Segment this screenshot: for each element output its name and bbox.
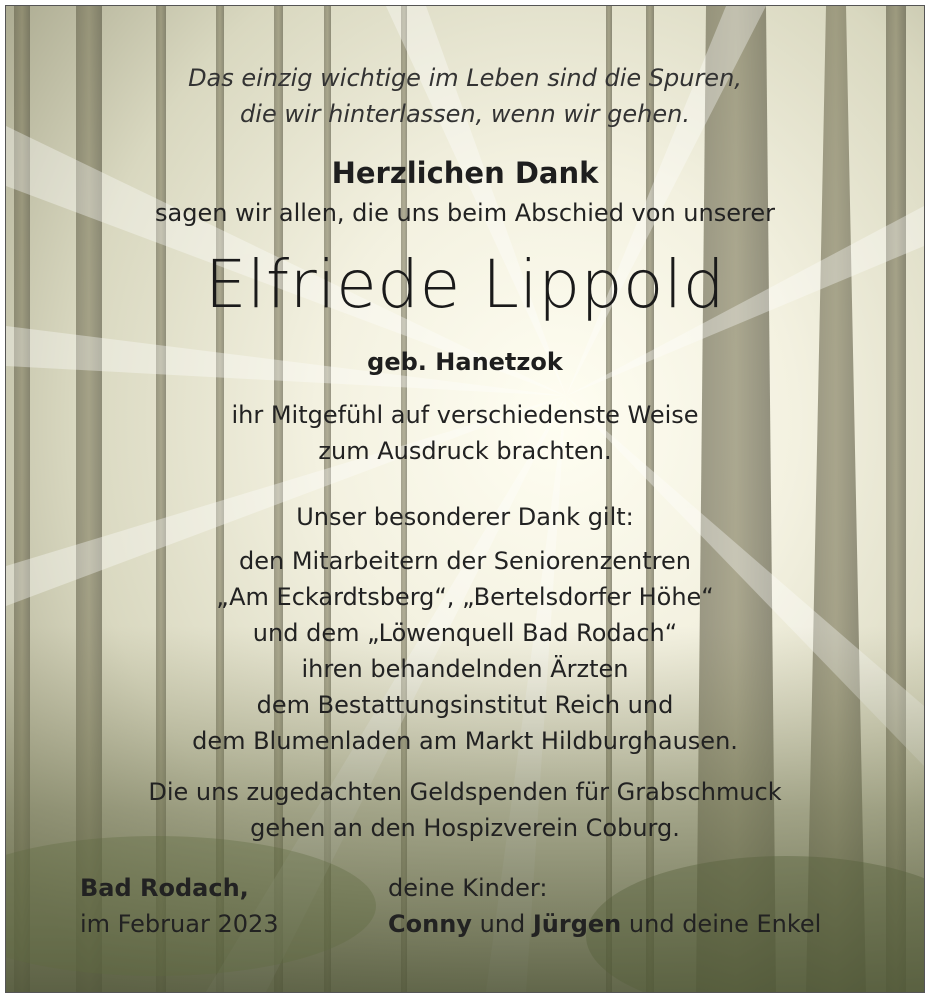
special-thanks-line: und dem „Löwenquell Bad Rodach“ <box>252 619 678 647</box>
birth-name: geb. Hanetzok <box>367 348 563 376</box>
heading: Herzlichen Dank <box>331 156 599 190</box>
motto-line-1: Das einzig wichtige im Leben sind die Spuren, <box>188 64 742 92</box>
footer-signatories <box>388 910 821 938</box>
child-name-conny: Conny <box>388 910 472 938</box>
special-thanks-line: „Am Eckardtsberg“, „Bertelsdorfer Höhe“ <box>216 583 714 611</box>
child-name-juergen: Jürgen <box>532 910 622 938</box>
notice-card <box>5 5 925 993</box>
donation-line-1: Die uns zugedachten Geldspenden für Grabschmuck <box>148 778 782 806</box>
intro-text: sagen wir allen, die uns beim Abschied von unserer <box>155 199 775 227</box>
sympathy-line-2: zum Ausdruck brachten. <box>318 437 612 465</box>
deceased-name: Elfriede Lippold <box>204 246 726 323</box>
motto-line-2: die wir hinterlassen, wenn wir gehen. <box>240 100 690 128</box>
special-thanks-line: dem Bestattungsinstitut Reich und <box>256 691 674 719</box>
special-thanks-line: dem Blumenladen am Markt Hildburghausen. <box>192 727 738 755</box>
footer-place: Bad Rodach, <box>80 874 249 902</box>
footer-from-label: deine Kinder: <box>388 874 548 902</box>
sympathy-line-1: ihr Mitgefühl auf verschiedenste Weise <box>231 401 699 429</box>
and-text: und <box>479 910 526 938</box>
donation-line-2: gehen an den Hospizverein Coburg. <box>250 814 680 842</box>
special-thanks-line: ihren behandelnden Ärzten <box>301 655 629 683</box>
grandchildren-text: und deine Enkel <box>628 910 822 938</box>
special-thanks-title: Unser besonderer Dank gilt: <box>296 503 634 531</box>
special-thanks-line: den Mitarbeitern der Seniorenzentren <box>238 547 691 575</box>
footer-date: im Februar 2023 <box>80 910 279 938</box>
